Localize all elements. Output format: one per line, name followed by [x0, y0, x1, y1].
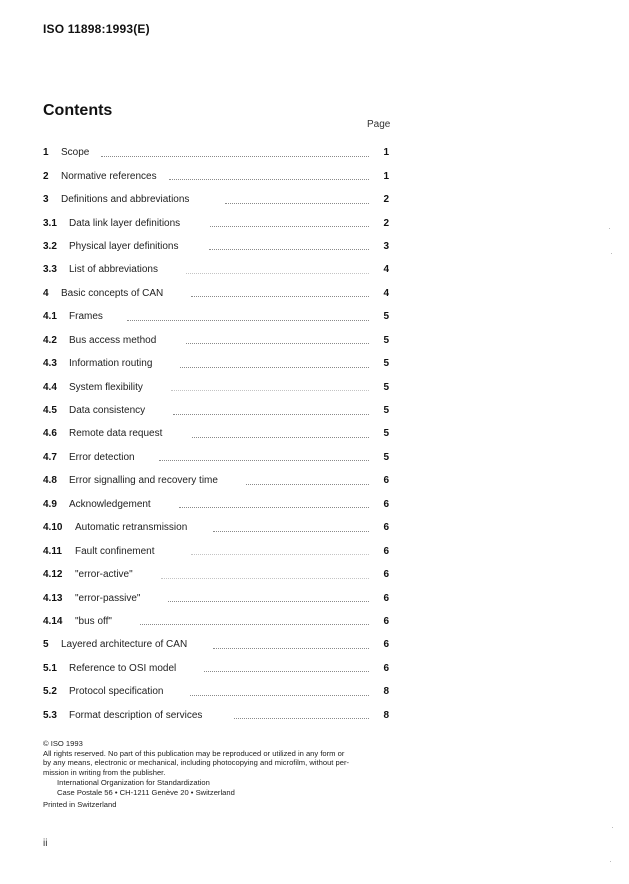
publisher-name: International Organization for Standardization: [57, 777, 210, 787]
toc-leader-dots: [127, 319, 369, 321]
toc-entry-page: 5: [383, 334, 389, 346]
scan-speck: [612, 827, 613, 828]
toc-entry[interactable]: [43, 258, 389, 281]
toc-leader-dots: [186, 272, 369, 274]
toc-entry-title: Definitions and abbreviations: [61, 194, 190, 206]
page-column-label: Page: [367, 119, 391, 130]
toc-entry-title: Basic concepts of CAN: [61, 287, 164, 299]
toc-entry[interactable]: [43, 680, 389, 703]
toc-entry[interactable]: [43, 235, 389, 258]
toc-entry-number: 3.3: [43, 264, 57, 276]
toc-leader-dots: [168, 600, 369, 602]
toc-entry-number: 5.2: [43, 686, 57, 698]
toc-entry[interactable]: [43, 563, 389, 586]
rights-statement-end: mission in writing from the publisher.: [43, 768, 166, 778]
toc-entry-number: 4.11: [43, 545, 62, 557]
toc-entry-title: Normative references: [61, 170, 157, 182]
toc-entry-number: 1: [43, 147, 49, 159]
rights-statement: All rights reserved. No part of this publication may be reproduced or utilized in any form or: [43, 748, 345, 758]
toc-entry-title: Data consistency: [69, 405, 146, 417]
toc-entry-title: "error-active": [75, 569, 133, 581]
toc-entry[interactable]: [43, 469, 389, 492]
toc-entry[interactable]: [43, 352, 389, 375]
toc-entry-title: Physical layer definitions: [69, 240, 179, 252]
toc-entry-title: Scope: [61, 147, 90, 159]
toc-leader-dots: [173, 413, 369, 415]
toc-entry-page: 5: [383, 358, 389, 370]
toc-entry-page: 6: [383, 662, 389, 674]
toc-entry-title: Frames: [69, 311, 103, 323]
toc-entry-title: "bus off": [75, 615, 112, 627]
copyright-notice: [43, 739, 393, 810]
scan-speck: [611, 253, 612, 254]
toc-entry-page: 6: [383, 475, 389, 487]
toc-entry-page: 6: [383, 639, 389, 651]
toc-leader-dots: [169, 178, 369, 180]
toc-entry[interactable]: [43, 164, 389, 187]
toc-entry-title: Data link layer definitions: [69, 217, 181, 229]
toc-entry-number: 4.14: [43, 615, 63, 627]
toc-entry[interactable]: [43, 399, 389, 422]
toc-entry-page: 8: [383, 709, 389, 721]
toc-entry-number: 3.1: [43, 217, 57, 229]
toc-leader-dots: [190, 694, 370, 696]
toc-entry-number: 2: [43, 170, 49, 182]
toc-entry-number: 4.1: [43, 311, 57, 323]
toc-entry-page: 6: [383, 498, 389, 510]
toc-entry-page: 6: [383, 545, 389, 557]
toc-entry[interactable]: [43, 211, 389, 234]
toc-entry-number: 5.3: [43, 709, 57, 721]
toc-entry-number: 5.1: [43, 662, 57, 674]
toc-entry-title: Automatic retransmission: [75, 522, 188, 534]
table-of-contents: [43, 141, 389, 727]
toc-entry[interactable]: [43, 610, 389, 633]
toc-entry-page: 2: [383, 194, 389, 206]
toc-entry[interactable]: [43, 704, 389, 727]
toc-entry[interactable]: [43, 493, 389, 516]
toc-leader-dots: [213, 647, 369, 649]
toc-entry-title: Acknowledgement: [69, 498, 151, 510]
toc-entry[interactable]: [43, 539, 389, 562]
toc-entry[interactable]: [43, 282, 389, 305]
toc-entry-page: 5: [383, 428, 389, 440]
toc-entry-page: 1: [383, 170, 389, 182]
toc-entry[interactable]: [43, 188, 389, 211]
toc-leader-dots: [209, 248, 370, 250]
printed-in: Printed in Switzerland: [43, 800, 117, 810]
toc-entry-number: 4.4: [43, 381, 57, 393]
toc-entry[interactable]: [43, 516, 389, 539]
toc-entry-page: 8: [383, 686, 389, 698]
toc-entry-number: 4.7: [43, 451, 57, 463]
toc-entry-number: 4.13: [43, 592, 63, 604]
toc-entry-title: Error signalling and recovery time: [69, 475, 218, 487]
toc-entry-page: 5: [383, 381, 389, 393]
toc-entry-title: Information routing: [69, 358, 153, 370]
toc-entry-number: 5: [43, 639, 49, 651]
toc-entry-title: Format description of services: [69, 709, 203, 721]
toc-entry[interactable]: [43, 329, 389, 352]
toc-entry-page: 6: [383, 569, 389, 581]
toc-entry-title: Reference to OSI model: [69, 662, 177, 674]
toc-entry[interactable]: [43, 141, 389, 164]
toc-leader-dots: [180, 366, 369, 368]
page-folio: ii: [43, 838, 48, 849]
scan-speck: [609, 228, 610, 229]
toc-entry-number: 4.10: [43, 522, 63, 534]
toc-entry-page: 3: [383, 240, 389, 252]
toc-leader-dots: [186, 342, 369, 344]
toc-entry-number: 4.9: [43, 498, 57, 510]
contents-title: Contents: [43, 102, 113, 119]
toc-leader-dots: [210, 225, 369, 227]
toc-leader-dots: [246, 483, 369, 485]
toc-entry-title: "error-passive": [75, 592, 141, 604]
toc-leader-dots: [192, 436, 369, 438]
publisher-address: Case Postale 56 • CH-1211 Genève 20 • Switzerland: [57, 787, 235, 797]
toc-leader-dots: [179, 506, 369, 508]
toc-entry[interactable]: [43, 657, 389, 680]
toc-entry-title: Remote data request: [69, 428, 163, 440]
standard-id: ISO 11898:1993(E): [43, 22, 150, 36]
toc-entry-number: 4.6: [43, 428, 57, 440]
toc-leader-dots: [171, 389, 369, 391]
toc-entry-number: 4.2: [43, 334, 57, 346]
toc-entry-title: System flexibility: [69, 381, 143, 393]
toc-entry-page: 6: [383, 592, 389, 604]
toc-entry-page: 4: [383, 264, 389, 276]
toc-entry-number: 4.12: [43, 569, 63, 581]
toc-entry-number: 3.2: [43, 240, 57, 252]
toc-entry-number: 4: [43, 287, 49, 299]
toc-entry-page: 2: [383, 217, 389, 229]
toc-entry[interactable]: [43, 422, 389, 445]
toc-entry-title: Protocol specification: [69, 686, 164, 698]
toc-leader-dots: [191, 553, 370, 555]
toc-entry-title: Bus access method: [69, 334, 157, 346]
toc-leader-dots: [159, 459, 369, 461]
toc-leader-dots: [213, 530, 369, 532]
toc-entry-page: 5: [383, 451, 389, 463]
toc-entry-page: 4: [383, 287, 389, 299]
copyright-line: © ISO 1993: [43, 739, 83, 748]
scan-speck: [610, 861, 611, 862]
toc-entry[interactable]: [43, 375, 389, 398]
toc-entry-title: Error detection: [69, 451, 135, 463]
toc-entry-number: 4.5: [43, 405, 57, 417]
toc-entry-page: 5: [383, 311, 389, 323]
toc-leader-dots: [140, 623, 369, 625]
toc-leader-dots: [191, 295, 369, 297]
toc-leader-dots: [161, 577, 369, 579]
toc-entry-number: 4.3: [43, 358, 57, 370]
toc-leader-dots: [234, 717, 369, 719]
toc-entry-page: 6: [383, 522, 389, 534]
toc-entry-page: 6: [383, 615, 389, 627]
toc-entry-number: 3: [43, 194, 49, 206]
toc-entry[interactable]: [43, 305, 389, 328]
toc-entry-title: Fault confinement: [75, 545, 155, 557]
rights-statement-cont: by any means, electronic or mechanical, including photocopying and microfilm, without per-: [43, 758, 350, 768]
toc-leader-dots: [225, 202, 369, 204]
toc-entry-page: 1: [383, 147, 389, 159]
toc-entry[interactable]: [43, 586, 389, 609]
toc-entry-number: 4.8: [43, 475, 57, 487]
toc-entry[interactable]: [43, 446, 389, 469]
toc-leader-dots: [204, 670, 369, 672]
toc-leader-dots: [101, 155, 369, 157]
toc-entry[interactable]: [43, 633, 389, 656]
toc-entry-page: 5: [383, 405, 389, 417]
toc-entry-title: List of abbreviations: [69, 264, 158, 276]
toc-entry-title: Layered architecture of CAN: [61, 639, 188, 651]
